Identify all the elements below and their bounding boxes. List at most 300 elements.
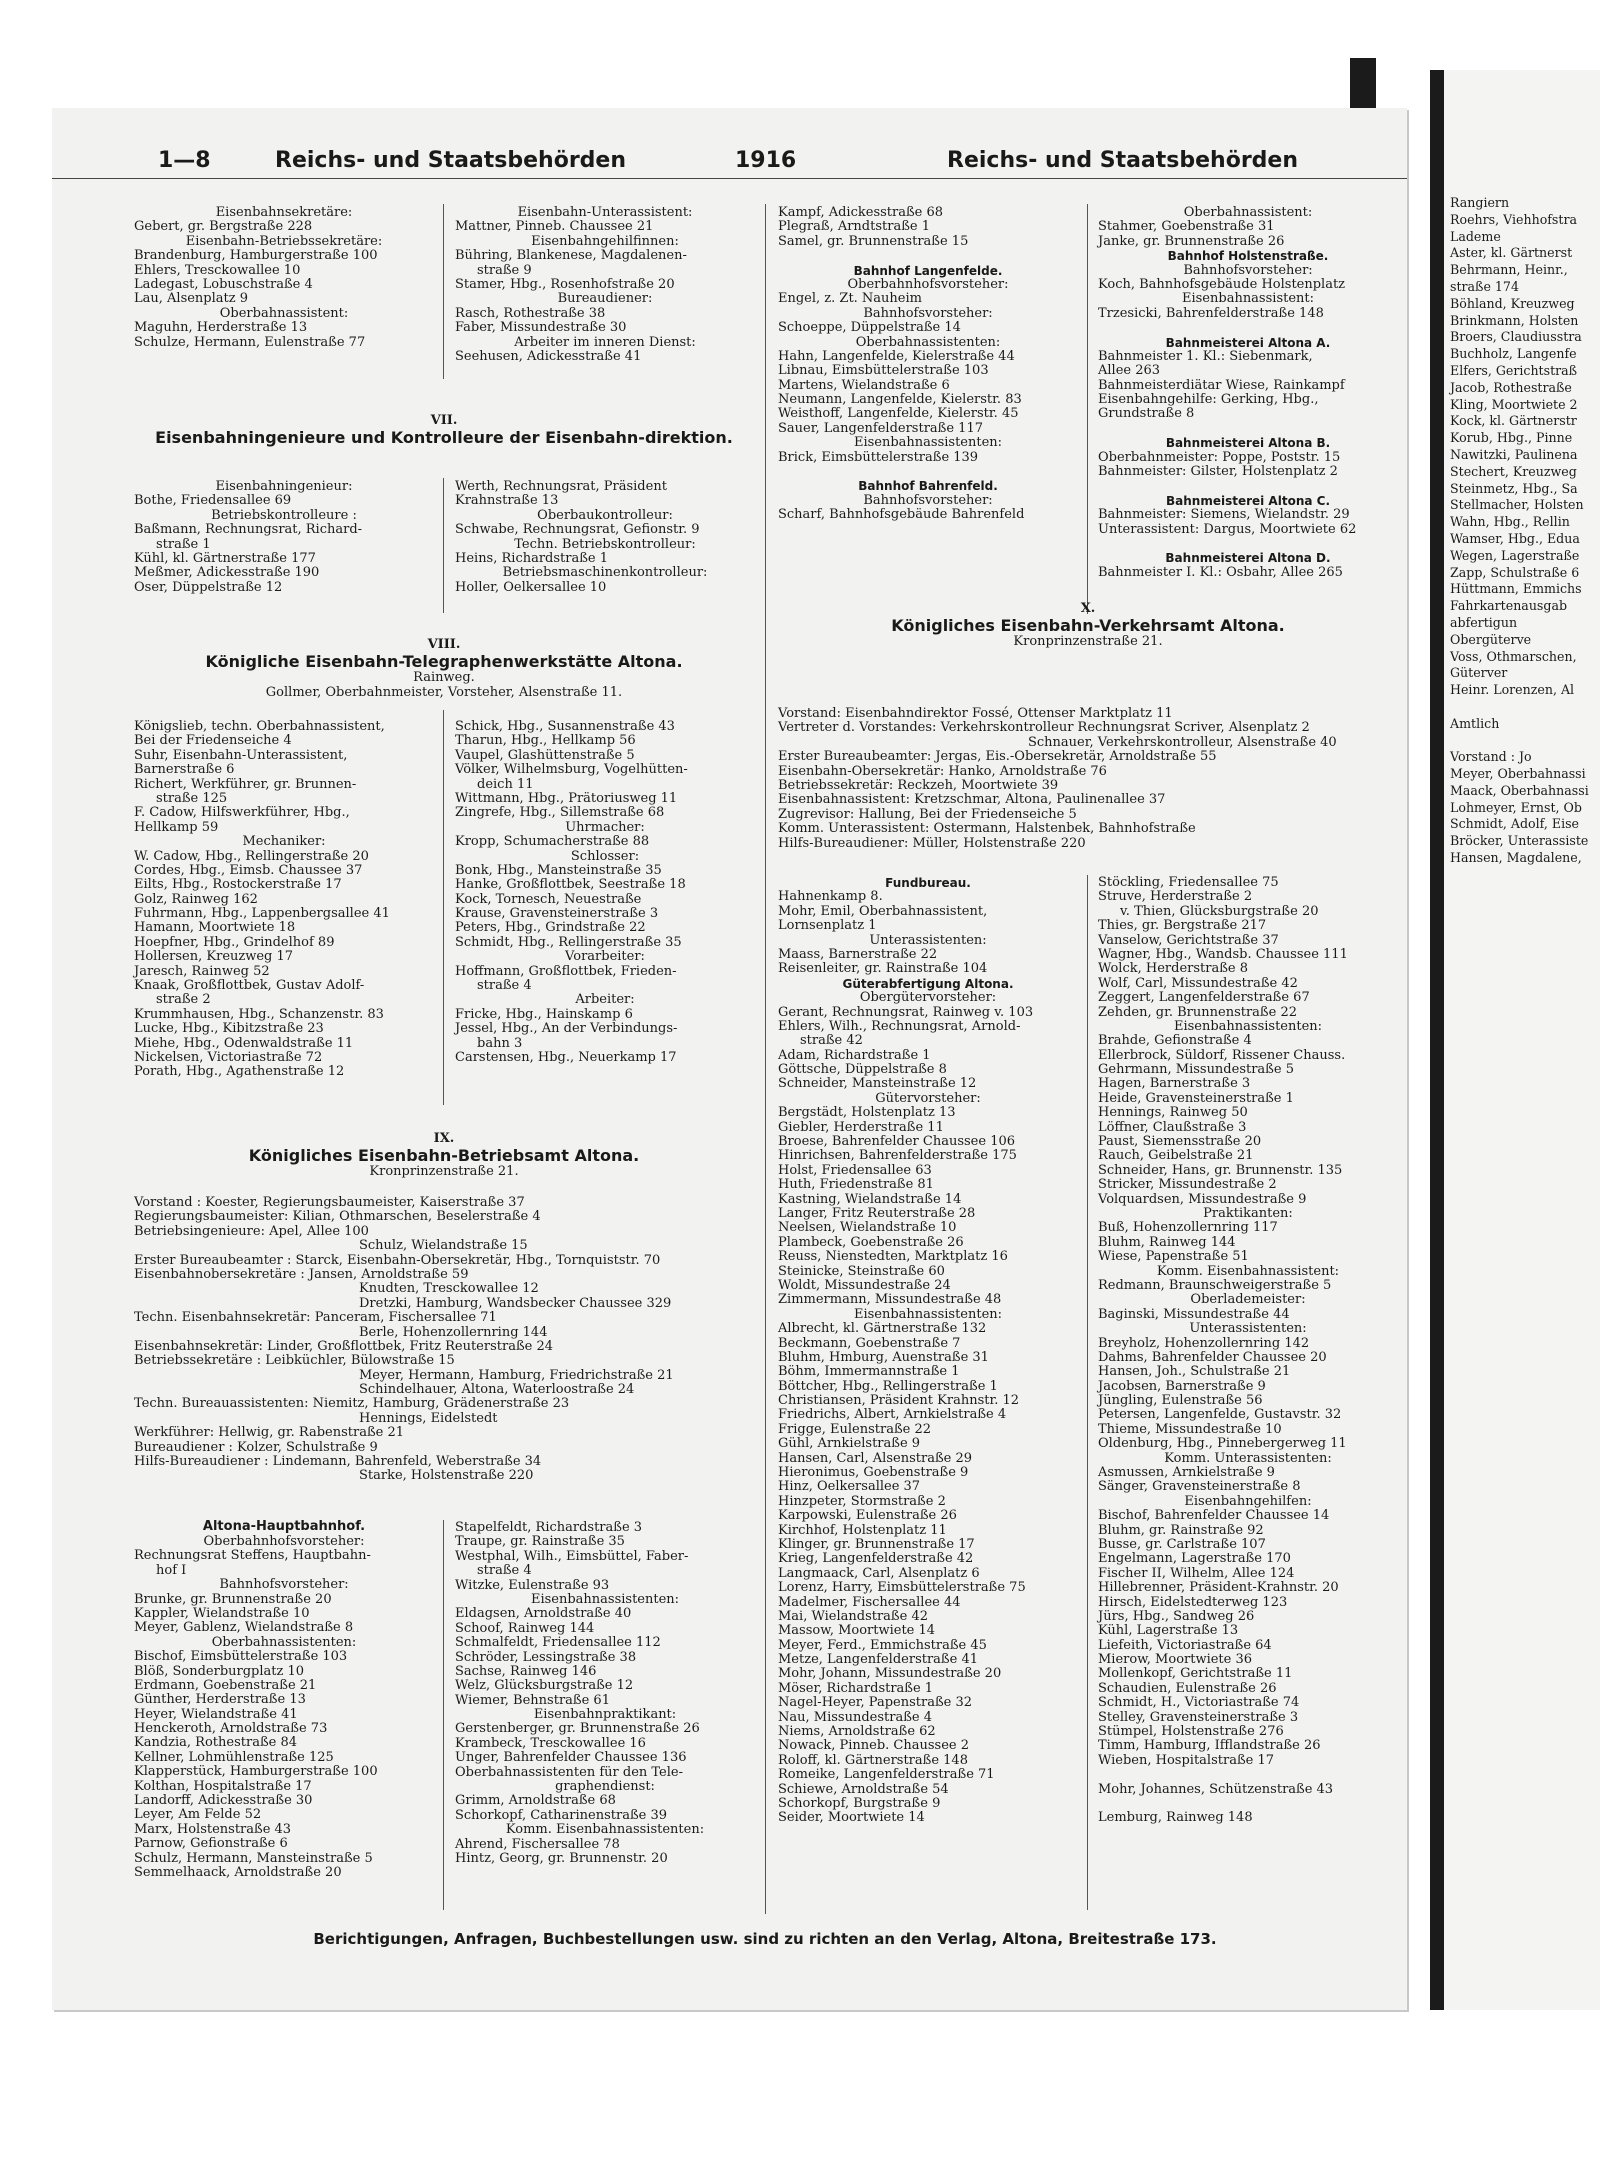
entry-line: Vanselow, Gerichtstraße 37 bbox=[1098, 932, 1279, 948]
entry-line bbox=[778, 249, 1078, 263]
entry-line: Oberbahnassistent: bbox=[219, 305, 349, 321]
entry-line: Hilfs-Bureaudiener: Müller, Holstenstraße 220 bbox=[778, 835, 1086, 851]
entry-line: Wittmann, Hbg., Prätoriusweg 11 bbox=[455, 790, 678, 806]
adjacent-line: Obergüterve bbox=[1450, 631, 1532, 647]
entry-line: Unterassistenten: bbox=[869, 932, 987, 948]
entry-line: Bluhm, gr. Rainstraße 92 bbox=[1098, 1522, 1264, 1538]
entry-line: Blöß, Sonderburgplatz 10 bbox=[134, 1663, 305, 1679]
adjacent-line: Elfers, Gerichtstraß bbox=[1450, 362, 1578, 378]
entry-line: Breyholz, Hohenzollernring 142 bbox=[1098, 1335, 1310, 1351]
adjacent-line: abfertigun bbox=[1450, 614, 1518, 630]
entry-line: Wagner, Hbg., Wandsb. Chaussee 111 bbox=[1098, 946, 1348, 962]
entry-line: Gerstenberger, gr. Brunnenstraße 26 bbox=[455, 1721, 700, 1737]
entry-line: Lorenz, Harry, Eimsbüttelerstraße 75 bbox=[778, 1580, 1026, 1596]
entry-line: Fuhrmann, Hbg., Lappenbergsallee 41 bbox=[134, 906, 390, 922]
column-divider bbox=[1087, 875, 1088, 1910]
entry-line: straße 2 bbox=[156, 992, 211, 1008]
entry-line: Hennings, Eidelstedt bbox=[359, 1410, 498, 1426]
entry-line: Asmussen, Arnkielstraße 9 bbox=[1098, 1465, 1275, 1481]
entry-line: Landorff, Adickesstraße 30 bbox=[134, 1793, 313, 1809]
entry-line: Bahnhofsvorsteher: bbox=[1183, 262, 1313, 278]
entry-line: Meyer, Ferd., Emmichstraße 45 bbox=[778, 1637, 987, 1653]
entry-line: Schorkopf, Burgstraße 9 bbox=[778, 1796, 941, 1811]
entry-line: Kampf, Adickesstraße 68 bbox=[778, 205, 944, 220]
entry-line: Stöckling, Friedensallee 75 bbox=[1098, 875, 1279, 890]
entry-line: Hinrichsen, Bahrenfelderstraße 175 bbox=[778, 1148, 1017, 1164]
entry-line: Oberbaukontrolleur: bbox=[537, 507, 673, 523]
book-gutter bbox=[1430, 70, 1444, 2010]
entry-line: deich 11 bbox=[477, 776, 534, 792]
entry-line: Woldt, Missundestraße 24 bbox=[778, 1277, 951, 1293]
entry-line: Hansen, Joh., Schulstraße 21 bbox=[1098, 1364, 1291, 1380]
column-divider bbox=[443, 478, 444, 613]
entry-line: Fundbureau. bbox=[885, 876, 971, 890]
entry-line: Brahde, Gefionstraße 4 bbox=[1098, 1033, 1252, 1049]
entry-line: v. Thien, Glücksburgstraße 20 bbox=[1120, 903, 1319, 919]
section-number: X. bbox=[1080, 601, 1096, 616]
entry-line: Komm. Eisenbahnassistent: bbox=[1156, 1263, 1340, 1279]
entry-line: Kastning, Wielandstraße 14 bbox=[778, 1191, 962, 1207]
entry-line: Meßmer, Adickesstraße 190 bbox=[134, 565, 320, 581]
adjacent-line: Hansen, Magdalene, bbox=[1450, 850, 1582, 866]
entry-line: Schwabe, Rechnungsrat, Gefionstr. 9 bbox=[455, 522, 700, 538]
entry-line: Oberbahnassistenten: bbox=[855, 334, 1001, 350]
entry-line: Kock, Tornesch, Neuestraße bbox=[455, 891, 642, 907]
col-c-list bbox=[778, 206, 1078, 523]
entry-line: Vertreter d. Vorstandes: Verkehrskontrolleur Rechnungsrat Scriver, Alsenplatz 2 bbox=[778, 720, 1310, 736]
entry-line bbox=[1098, 1797, 1398, 1811]
entry-line: Techn. Betriebskontrolleur: bbox=[514, 536, 696, 552]
entry-line: Göttsche, Düppelstraße 8 bbox=[778, 1062, 947, 1078]
entry-line: Schaudien, Eulenstraße 26 bbox=[1098, 1680, 1277, 1696]
entry-line: Werth, Rechnungsrat, Präsident bbox=[455, 479, 667, 494]
entry-line: Friedrichs, Albert, Arnkielstraße 4 bbox=[778, 1407, 1007, 1423]
entry-line: Oberbahnmeister: Poppe, Poststr. 15 bbox=[1098, 449, 1341, 465]
adjacent-page-text bbox=[1450, 195, 1600, 867]
entry-line: Wiemer, Behnstraße 61 bbox=[455, 1692, 610, 1708]
section-vii-left bbox=[134, 480, 434, 595]
entry-line: Jacobsen, Barnerstraße 9 bbox=[1098, 1378, 1266, 1394]
entry-line: Hellkamp 59 bbox=[134, 819, 219, 835]
entry-line: Golz, Rainweg 162 bbox=[134, 891, 258, 907]
section-x-right bbox=[1098, 876, 1398, 1826]
col-b-list bbox=[455, 206, 755, 364]
entry-line: Bahnhofsvorsteher: bbox=[219, 1577, 349, 1593]
entry-line: Komm. Unterassistenten: bbox=[1164, 1450, 1332, 1466]
adjacent-line: Wahn, Hbg., Rellin bbox=[1450, 514, 1570, 530]
column-divider bbox=[443, 1520, 444, 1910]
adjacent-line: Heinr. Lorenzen, Al bbox=[1450, 682, 1575, 698]
entry-line: Reisenleiter, gr. Rainstraße 104 bbox=[778, 961, 988, 977]
entry-line: straße 1 bbox=[156, 536, 211, 552]
entry-line: Betriebssekretäre : Leibküchler, Bülowstraße 15 bbox=[134, 1353, 455, 1369]
entry-line: Sauer, Langenfelderstraße 117 bbox=[778, 420, 983, 436]
adjacent-line: Steinmetz, Hbg., Sa bbox=[1450, 480, 1578, 496]
entry-line: Gütervorsteher: bbox=[875, 1090, 981, 1106]
entry-line: Zingrefe, Hbg., Sillemstraße 68 bbox=[455, 805, 665, 821]
adjacent-line: Zapp, Schulstraße 6 bbox=[1450, 564, 1580, 580]
entry-line: Holst, Friedensallee 63 bbox=[778, 1162, 932, 1178]
entry-line: Bahnhof Bahrenfeld. bbox=[858, 479, 998, 494]
entry-line: Oberlademeister: bbox=[1190, 1292, 1306, 1308]
section-x-left bbox=[778, 876, 1078, 1826]
entry-line: Eisenbahngehilfe: Gerking, Hbg., bbox=[1098, 392, 1319, 408]
entry-line: Hahn, Langenfelde, Kielerstraße 44 bbox=[778, 348, 1015, 364]
entry-line: Stapelfeldt, Richardstraße 3 bbox=[455, 1520, 643, 1535]
entry-line: Möser, Richardstraße 1 bbox=[778, 1680, 934, 1696]
entry-line: Krahnstraße 13 bbox=[455, 493, 559, 509]
entry-line: Heide, Gravensteinerstraße 1 bbox=[1098, 1090, 1294, 1106]
adjacent-line: Nawitzki, Paulinena bbox=[1450, 446, 1578, 462]
entry-line: Berle, Hohenzollernring 144 bbox=[359, 1324, 548, 1340]
entry-line: Parnow, Gefionstraße 6 bbox=[134, 1836, 288, 1852]
entry-line: Knaak, Großflottbek, Gustav Adolf- bbox=[134, 978, 365, 994]
section-ix-left bbox=[134, 1535, 434, 1880]
entry-line: Eisenbahnassistenten: bbox=[530, 1591, 680, 1607]
adjacent-line: Kock, kl. Gärtnerstr bbox=[1450, 413, 1577, 429]
entry-line: Wiese, Papenstraße 51 bbox=[1098, 1249, 1249, 1265]
entry-line: Marx, Holstenstraße 43 bbox=[134, 1821, 292, 1837]
adjacent-line: Roehrs, Viehhofstra bbox=[1450, 211, 1577, 227]
entry-line: Vorstand: Eisenbahndirektor Fossé, Ottenser Marktplatz 11 bbox=[778, 706, 1173, 721]
entry-line: Cordes, Hbg., Eimsb. Chaussee 37 bbox=[134, 862, 363, 878]
adjacent-line: Schmidt, Adolf, Eise bbox=[1450, 816, 1580, 832]
entry-line: Betriebskontrolleure : bbox=[211, 507, 357, 523]
entry-line: straße 125 bbox=[156, 790, 228, 806]
entry-line: Semmelhaack, Arnoldstraße 20 bbox=[134, 1864, 342, 1880]
col-a-list bbox=[134, 206, 434, 350]
entry-line: Schick, Hbg., Susannenstraße 43 bbox=[455, 719, 675, 734]
section-viii-right bbox=[455, 720, 755, 1065]
page-edge-shadow bbox=[1350, 58, 1376, 108]
entry-line: Scharf, Bahnhofsgebäude Bahrenfeld bbox=[778, 507, 1025, 523]
entry-line: Hillebrenner, Präsident-Krahnstr. 20 bbox=[1098, 1580, 1339, 1596]
entry-line: Witzke, Eulenstraße 93 bbox=[455, 1577, 610, 1593]
adjacent-line: Jacob, Rothestraße bbox=[1450, 379, 1572, 395]
entry-line: Rasch, Rothestraße 38 bbox=[455, 305, 606, 321]
entry-line: Völker, Wilhelmsburg, Vogelhütten- bbox=[455, 762, 688, 778]
adjacent-page bbox=[1430, 70, 1600, 2010]
entry-line: Faber, Missundestraße 30 bbox=[455, 320, 627, 336]
header-right-title: Reichs- und Staatsbehörden bbox=[947, 148, 1299, 173]
entry-line: Schiewe, Arnoldstraße 54 bbox=[778, 1781, 949, 1797]
entry-line: Schulze, Hermann, Eulenstraße 77 bbox=[134, 334, 366, 350]
entry-line: Samel, gr. Brunnenstraße 15 bbox=[778, 233, 969, 249]
header-rule bbox=[52, 178, 1407, 179]
entry-line: Zimmermann, Missundestraße 48 bbox=[778, 1292, 1002, 1308]
entry-line: Peters, Hbg., Grindstraße 22 bbox=[455, 920, 646, 936]
entry-line: Arbeiter: bbox=[575, 992, 635, 1008]
entry-line: Eldagsen, Arnoldstraße 40 bbox=[455, 1606, 632, 1622]
entry-line: Erster Bureaubeamter : Starck, Eisenbahn-Obersekretär, Hbg., Tornquiststr. 70 bbox=[134, 1252, 661, 1268]
adjacent-line: Hüttmann, Emmichs bbox=[1450, 581, 1582, 597]
entry-line: Hamann, Moortwiete 18 bbox=[134, 920, 296, 936]
entry-line: Klapperstück, Hamburgerstraße 100 bbox=[134, 1764, 378, 1780]
entry-line: Stricker, Missundestraße 2 bbox=[1098, 1177, 1277, 1193]
entry-line: Bahnmeisterei Altona D. bbox=[1165, 551, 1331, 566]
col-d-list bbox=[1098, 206, 1398, 580]
entry-line: Praktikanten: bbox=[1203, 1205, 1293, 1221]
entry-line: bahn 3 bbox=[477, 1035, 523, 1051]
entry-line: Tharun, Hbg., Hellkamp 56 bbox=[455, 733, 636, 749]
entry-line: Madelmer, Fischersallee 44 bbox=[778, 1594, 961, 1610]
entry-line: Erster Bureaubeamter: Jergas, Eis.-Obersekretär, Arnoldstraße 55 bbox=[778, 749, 1217, 765]
entry-line: Eisenbahnassistenten: bbox=[1173, 1018, 1323, 1034]
entry-line: Bahnhof Langenfelde. bbox=[853, 263, 1003, 278]
entry-line: Königslieb, techn. Oberbahnassistent, bbox=[134, 719, 385, 734]
entry-line: Techn. Eisenbahnsekretär: Panceram, Fischersallee 71 bbox=[134, 1310, 497, 1326]
entry-line: Buß, Hohenzollernring 117 bbox=[1098, 1220, 1278, 1236]
entry-line: Betriebsmaschinenkontrolleur: bbox=[502, 565, 708, 581]
entry-line: Leyer, Am Felde 52 bbox=[134, 1807, 262, 1823]
entry-line: Seehusen, Adickesstraße 41 bbox=[455, 348, 642, 364]
adjacent-line: Rangiern bbox=[1450, 195, 1510, 210]
entry-line: Krieg, Langenfelderstraße 42 bbox=[778, 1551, 974, 1567]
column-divider bbox=[443, 204, 444, 379]
adjacent-line: Fahrkartenausgab bbox=[1450, 598, 1568, 614]
column-divider bbox=[765, 204, 766, 1914]
entry-line: Bahnhofsvorsteher: bbox=[863, 492, 993, 508]
adjacent-line: Maack, Oberbahnassi bbox=[1450, 782, 1589, 798]
entry-line: Welz, Glücksburgstraße 12 bbox=[455, 1678, 634, 1694]
entry-line: Hintz, Georg, gr. Brunnenstr. 20 bbox=[455, 1850, 668, 1866]
entry-line: Wolf, Carl, Missundestraße 42 bbox=[1098, 975, 1298, 991]
entry-line: Nagel-Heyer, Papenstraße 32 bbox=[778, 1695, 973, 1711]
entry-line: Hieronimus, Goebenstraße 9 bbox=[778, 1465, 969, 1481]
entry-line bbox=[1098, 422, 1398, 436]
entry-line: Ehlers, Wilh., Rechnungsrat, Arnold- bbox=[778, 1018, 1021, 1034]
entry-line: Trzesicki, Bahrenfelderstraße 148 bbox=[1098, 305, 1324, 321]
entry-line: Bischof, Bahrenfelder Chaussee 14 bbox=[1098, 1508, 1330, 1524]
entry-line: Maguhn, Herderstraße 13 bbox=[134, 320, 308, 336]
subsection-title: Altona-Hauptbahnhof. bbox=[202, 1519, 366, 1534]
entry-line: Volquardsen, Missundestraße 9 bbox=[1098, 1191, 1307, 1207]
entry-line: Ellerbrock, Süldorf, Rissener Chauss. bbox=[1098, 1047, 1346, 1063]
entry-line: Hagen, Barnerstraße 3 bbox=[1098, 1076, 1251, 1092]
section-address: Rainweg. bbox=[413, 670, 475, 686]
entry-line: Engelmann, Lagerstraße 170 bbox=[1098, 1551, 1291, 1567]
entry-line: Karpowski, Eulenstraße 26 bbox=[778, 1508, 957, 1524]
entry-line: Meyer, Hermann, Hamburg, Friedrichstraße 21 bbox=[359, 1367, 674, 1383]
entry-line: Oberbahnassistenten für den Tele- bbox=[455, 1764, 683, 1780]
entry-line: Betriebsingenieure: Apel, Allee 100 bbox=[134, 1223, 369, 1239]
entry-line: Steinicke, Steinstraße 60 bbox=[778, 1263, 945, 1279]
entry-line: Brandenburg, Hamburgerstraße 100 bbox=[134, 248, 378, 264]
entry-line: Bischof, Eimsbüttelerstraße 103 bbox=[134, 1649, 348, 1665]
entry-line: Schlosser: bbox=[570, 848, 640, 864]
section-address: Kronprinzenstraße 21. bbox=[1013, 634, 1163, 650]
entry-line: Vorstand : Koester, Regierungsbaumeister, Kaiserstraße 37 bbox=[134, 1195, 525, 1210]
entry-line: Krause, Gravensteinerstraße 3 bbox=[455, 906, 659, 922]
entry-line: Eisenbahningenieur: bbox=[215, 479, 353, 494]
entry-line: Grimm, Arnoldstraße 68 bbox=[455, 1793, 616, 1809]
entry-line: Oberbahnassistent: bbox=[1183, 205, 1313, 220]
entry-line: Krummhausen, Hbg., Schanzenstr. 83 bbox=[134, 1006, 384, 1022]
entry-line: Uhrmacher: bbox=[565, 819, 645, 835]
entry-line: Romeike, Langenfelderstraße 71 bbox=[778, 1767, 995, 1783]
entry-line: Vaupel, Glashüttenstraße 5 bbox=[455, 747, 635, 763]
entry-line: Massow, Moortwiete 14 bbox=[778, 1623, 936, 1639]
entry-line: Schmidt, H., Victoriastraße 74 bbox=[1098, 1695, 1300, 1711]
adjacent-line: Lademe bbox=[1450, 228, 1501, 244]
entry-line: Stelley, Gravensteinerstraße 3 bbox=[1098, 1709, 1299, 1725]
section-ix-officials bbox=[134, 1196, 754, 1484]
entry-line bbox=[1098, 321, 1398, 335]
entry-line: Libnau, Eimsbüttelerstraße 103 bbox=[778, 363, 989, 379]
entry-line: Niems, Arnoldstraße 62 bbox=[778, 1724, 936, 1740]
entry-line: Oberbahnhofsvorsteher: bbox=[203, 1534, 365, 1549]
entry-line: Paust, Siemensstraße 20 bbox=[1098, 1134, 1262, 1150]
entry-line: Löffner, Claußstraße 3 bbox=[1098, 1119, 1247, 1135]
entry-line: Hansen, Carl, Alsenstraße 29 bbox=[778, 1450, 972, 1466]
entry-line: Bahnmeister: Siemens, Wielandstr. 29 bbox=[1098, 507, 1350, 523]
adjacent-line: Behrmann, Heinr., bbox=[1450, 262, 1568, 278]
entry-line: Unterassistenten: bbox=[1189, 1321, 1307, 1337]
entry-line: Eisenbahnassistent: Kretzschmar, Altona, Paulinenallee 37 bbox=[778, 792, 1166, 808]
entry-line: Oser, Düppelstraße 12 bbox=[134, 579, 283, 595]
entry-line: Schindelhauer, Altona, Waterloostraße 24 bbox=[359, 1382, 635, 1398]
entry-line: Vorarbeiter: bbox=[565, 949, 645, 965]
entry-line: Maass, Barnerstraße 22 bbox=[778, 946, 938, 962]
entry-line: Mechaniker: bbox=[242, 834, 326, 850]
entry-line: Neumann, Langenfelde, Kielerstr. 83 bbox=[778, 392, 1022, 408]
entry-line: Timm, Hamburg, Ifflandstraße 26 bbox=[1098, 1738, 1321, 1754]
entry-line: Bluhm, Rainweg 144 bbox=[1098, 1234, 1236, 1250]
entry-line: Brick, Eimsbüttelerstraße 139 bbox=[778, 449, 979, 465]
adjacent-line: Wamser, Hbg., Edua bbox=[1450, 530, 1580, 546]
entry-line: Broese, Bahrenfelder Chaussee 106 bbox=[778, 1134, 1016, 1150]
entry-line: Liefeith, Victoriastraße 64 bbox=[1098, 1637, 1272, 1653]
entry-line: Schmidt, Hbg., Rellingerstraße 35 bbox=[455, 934, 682, 950]
entry-line: Barnerstraße 6 bbox=[134, 762, 235, 778]
entry-line: Stamer, Hbg., Rosenhofstraße 20 bbox=[455, 276, 675, 292]
entry-line: Plegraß, Arndtstraße 1 bbox=[778, 219, 930, 235]
entry-line: Gebert, gr. Bergstraße 228 bbox=[134, 219, 313, 235]
adjacent-line: Bröcker, Unterassiste bbox=[1450, 833, 1589, 849]
entry-line: Unterassistent: Dargus, Moortwiete 62 bbox=[1098, 521, 1357, 537]
entry-line: Hinz, Oelkersallee 37 bbox=[778, 1479, 921, 1495]
entry-line bbox=[1098, 537, 1398, 551]
section-x bbox=[778, 602, 1398, 650]
adjacent-line: Brinkmann, Holsten bbox=[1450, 312, 1579, 328]
entry-line: Traupe, gr. Rainstraße 35 bbox=[455, 1534, 625, 1550]
entry-line: Kappler, Wielandstraße 10 bbox=[134, 1605, 310, 1621]
entry-line: Mattner, Pinneb. Chaussee 21 bbox=[455, 219, 654, 235]
entry-line: Komm. Eisenbahnassistenten: bbox=[505, 1822, 705, 1838]
entry-line: Beckmann, Goebenstraße 7 bbox=[778, 1335, 961, 1351]
entry-line: Suhr, Eisenbahn-Unterassistent, bbox=[134, 747, 348, 763]
section-x-officials bbox=[778, 707, 1398, 851]
section-vii-right bbox=[455, 480, 755, 595]
section-head: Gollmer, Oberbahnmeister, Vorsteher, Alsenstraße 11. bbox=[265, 684, 623, 700]
entry-line: Nickelsen, Victoriastraße 72 bbox=[134, 1049, 323, 1065]
entry-line: Westphal, Wilh., Eimsbüttel, Faber- bbox=[455, 1548, 689, 1564]
entry-line: Arbeiter im inneren Dienst: bbox=[514, 334, 696, 350]
entry-line: Obergütervorsteher: bbox=[859, 990, 997, 1006]
entry-line: straße 9 bbox=[477, 262, 532, 278]
entry-line: Nowack, Pinneb. Chaussee 2 bbox=[778, 1738, 970, 1754]
entry-line: Techn. Bureauassistenten: Niemitz, Hamburg, Grädenerstraße 23 bbox=[134, 1396, 570, 1412]
entry-line: Ladegast, Lobuschstraße 4 bbox=[134, 276, 313, 292]
entry-line: Hoepfner, Hbg., Grindelhof 89 bbox=[134, 934, 335, 950]
entry-line: Engel, z. Zt. Nauheim bbox=[778, 291, 922, 307]
entry-line: Bahnmeisterei Altona B. bbox=[1165, 436, 1331, 451]
entry-line: Schnauer, Verkehrskontrolleur, Alsenstraße 40 bbox=[1028, 734, 1337, 750]
entry-line: Komm. Unterassistent: Ostermann, Halstenbek, Bahnhofstraße bbox=[778, 821, 1196, 837]
adjacent-line bbox=[1450, 699, 1600, 716]
entry-line: Eilts, Hbg., Rostockerstraße 17 bbox=[134, 877, 342, 893]
entry-line: Jessel, Hbg., An der Verbindungs- bbox=[455, 1021, 678, 1037]
section-number: VII. bbox=[430, 413, 458, 428]
entry-line: Bahnhofsvorsteher: bbox=[863, 305, 993, 321]
entry-line: Böttcher, Hbg., Rellingerstraße 1 bbox=[778, 1378, 998, 1394]
entry-line: Eisenbahnpraktikant: bbox=[533, 1707, 677, 1723]
entry-line: Schneider, Mansteinstraße 12 bbox=[778, 1076, 977, 1092]
entry-line: F. Cadow, Hilfswerkführer, Hbg., bbox=[134, 805, 350, 821]
entry-line: Gühl, Arnkielstraße 9 bbox=[778, 1436, 921, 1452]
entry-line: Ahrend, Fischersallee 78 bbox=[455, 1836, 620, 1852]
entry-line: Bahnmeister 1. Kl.: Siebenmark, bbox=[1098, 348, 1313, 364]
entry-line: Eisenbahngehilfinnen: bbox=[531, 233, 679, 249]
header-left-title: Reichs- und Staatsbehörden bbox=[275, 148, 627, 173]
publisher-note: Berichtigungen, Anfragen, Buchbestellungen usw. sind zu richten an den Verlag, Altona, Breitestraße 173. bbox=[313, 1930, 1217, 1948]
entry-line: Bühring, Blankenese, Magdalenen- bbox=[455, 248, 687, 264]
entry-line: Heins, Richardstraße 1 bbox=[455, 550, 609, 566]
entry-line: Hilfs-Bureaudiener : Lindemann, Bahrenfeld, Weberstraße 34 bbox=[134, 1454, 542, 1470]
entry-line: Albrecht, kl. Gärtnerstraße 132 bbox=[778, 1321, 987, 1337]
adjacent-line: Broers, Claudiusstra bbox=[1450, 329, 1582, 345]
entry-line: Zeggert, Langenfelderstraße 67 bbox=[1098, 990, 1310, 1006]
entry-line: Lemburg, Rainweg 148 bbox=[1098, 1810, 1253, 1826]
entry-line: Kirchhof, Holstenplatz 11 bbox=[778, 1522, 947, 1538]
entry-line: Grundstraße 8 bbox=[1098, 406, 1195, 422]
entry-line: Bonk, Hbg., Mansteinstraße 35 bbox=[455, 862, 662, 878]
entry-line: Hollersen, Kreuzweg 17 bbox=[134, 949, 294, 965]
entry-line: Eisenbahn-Unterassistent: bbox=[517, 205, 693, 220]
entry-line: Oldenburg, Hbg., Pinnebergerweg 11 bbox=[1098, 1436, 1347, 1452]
entry-line: Hinzpeter, Stormstraße 2 bbox=[778, 1493, 946, 1509]
entry-line: Lornsenplatz 1 bbox=[778, 918, 877, 934]
entry-line: Nau, Missundestraße 4 bbox=[778, 1709, 932, 1725]
entry-line: Stahmer, Goebenstraße 31 bbox=[1098, 219, 1275, 235]
entry-line: W. Cadow, Hbg., Rellingerstraße 20 bbox=[134, 848, 369, 864]
entry-line: Brunke, gr. Brunnenstraße 20 bbox=[134, 1591, 332, 1607]
entry-line: Schmalfeldt, Friedensallee 112 bbox=[455, 1635, 661, 1651]
adjacent-line: Stechert, Kreuzweg bbox=[1450, 463, 1577, 479]
entry-line: Wolck, Herderstraße 8 bbox=[1098, 961, 1249, 977]
entry-line: Zugrevisor: Hallung, Bei der Friedenseiche 5 bbox=[778, 806, 1077, 822]
entry-line: Kropp, Schumacherstraße 88 bbox=[455, 834, 650, 850]
entry-line: Gerant, Rechnungsrat, Rainweg v. 103 bbox=[778, 1004, 1034, 1020]
entry-line: Bureaudiener: bbox=[557, 291, 653, 307]
entry-line: Richert, Werkführer, gr. Brunnen- bbox=[134, 776, 357, 792]
adjacent-line bbox=[1450, 733, 1600, 750]
entry-line: Eisenbahn-Obersekretär: Hanko, Arnoldstraße 76 bbox=[778, 763, 1107, 779]
entry-line: Meyer, Gablenz, Wielandstraße 8 bbox=[134, 1620, 354, 1636]
adjacent-line: Stellmacher, Holsten bbox=[1450, 497, 1584, 513]
entry-line: Dretzki, Hamburg, Wandsbecker Chaussee 329 bbox=[359, 1295, 672, 1311]
entry-line: Betriebssekretär: Reckzeh, Moortwiete 39 bbox=[778, 777, 1059, 793]
entry-line: Allee 263 bbox=[1098, 363, 1161, 379]
adjacent-line: Meyer, Oberbahnassi bbox=[1450, 766, 1586, 782]
entry-line: Eisenbahnsekretär: Linder, Großflottbek, Fritz Reuterstraße 24 bbox=[134, 1338, 553, 1354]
entry-line: Weisthoff, Langenfelde, Kielerstr. 45 bbox=[778, 406, 1019, 422]
entry-line: Rechnungsrat Steffens, Hauptbahn- bbox=[134, 1548, 371, 1564]
entry-line: Bureaudiener : Kolzer, Schulstraße 9 bbox=[134, 1439, 378, 1455]
entry-line: straße 4 bbox=[477, 1563, 532, 1579]
entry-line: Günther, Herderstraße 13 bbox=[134, 1692, 306, 1708]
entry-line: Güterabfertigung Altona. bbox=[842, 976, 1014, 991]
